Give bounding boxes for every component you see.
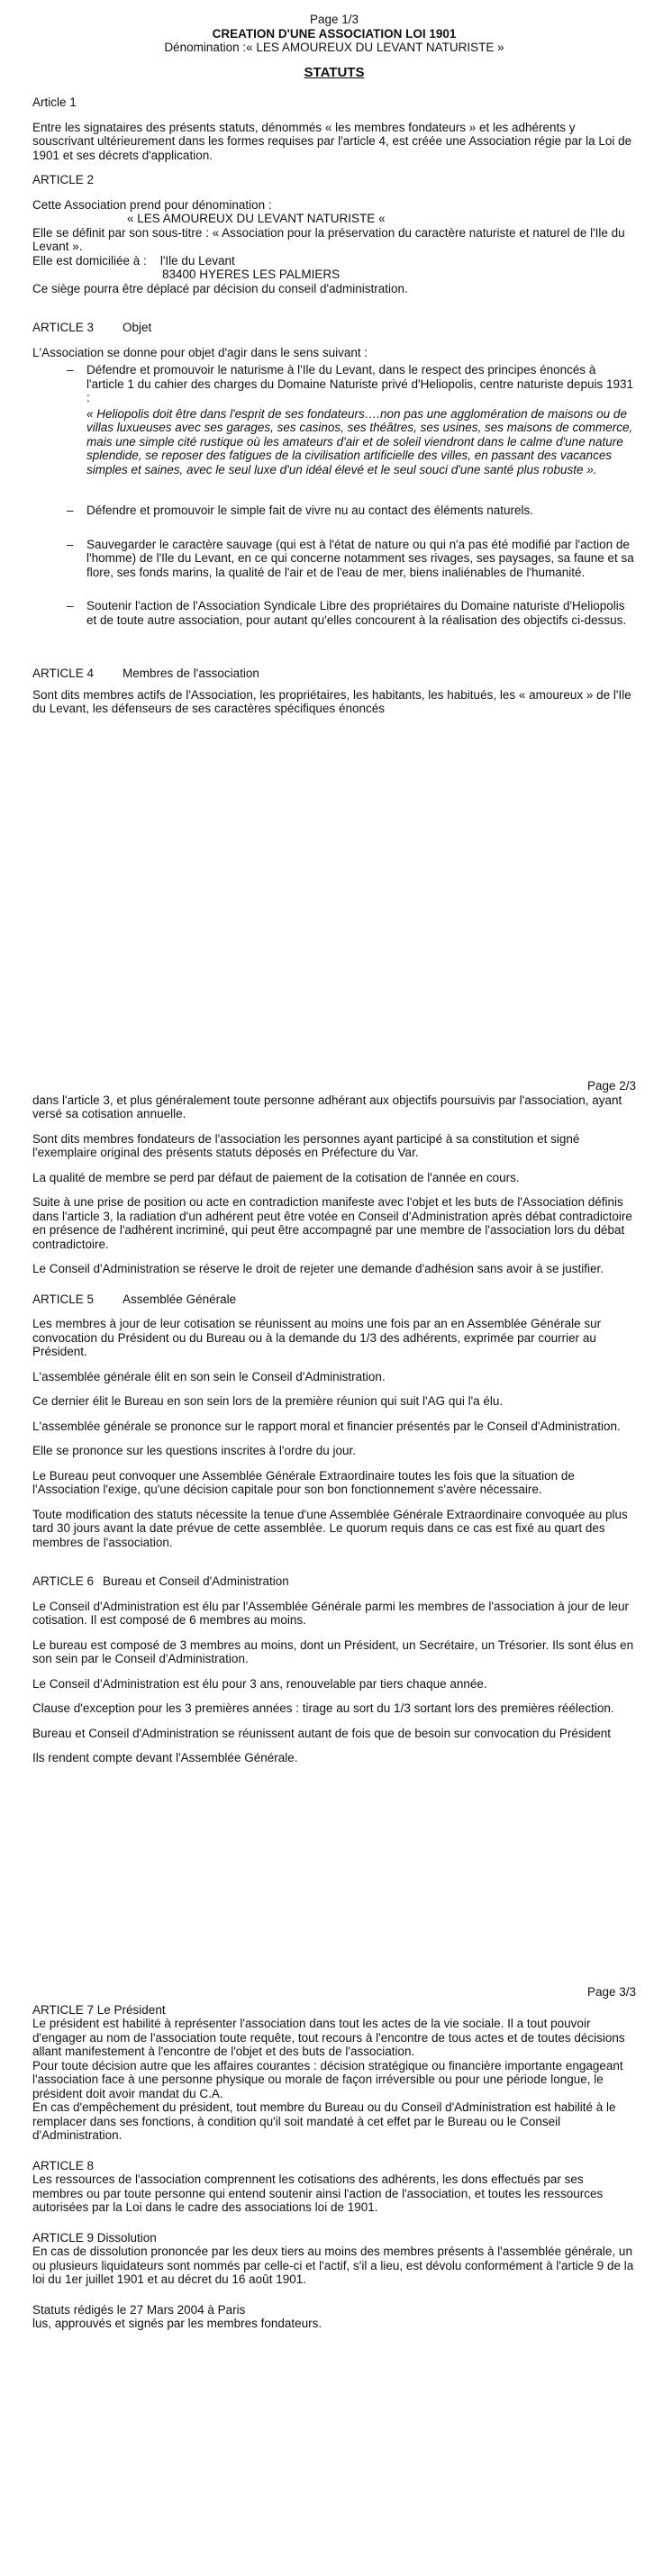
page-1 [32, 13, 636, 716]
article-7-p2: Pour toute décision autre que les affaires courantes : décision stratégique ou financière importante engageant l'association face à une personne physique ou morale de façon irréversible ou pour une période longue, le président doit avoir mandat du C.A. [32, 2058, 623, 2100]
statuts-heading: STATUTS [304, 64, 365, 80]
article-6-heading [32, 1574, 636, 1589]
article-2-last: Ce siège pourra être déplacé par décision du conseil d'administration. [32, 281, 408, 295]
article-5-title: Assemblée Générale [123, 1292, 237, 1306]
domicile-label: Elle est domiciliée à : [32, 253, 147, 268]
article-2-label: ARTICLE 2 [32, 173, 95, 186]
heliopolis-quote: « Heliopolis doit être dans l'esprit de ses fondateurs….non pas une agglomération de maisons ou de villas luxueuses avec ses garages, ses casinos, ses théâtres, ses usines, ses maisons de commerce, mais une simple cité rustique où les amateurs d'air et de soleil viendront dans le calme d'une nature splendide, se reposer des fatigues de la civilisation artificielle des villes, en passant des vacances simples et saines, avec le seul luxe d'un idéal élevé et le seul souci d'une santé plus robuste ». [86, 406, 633, 476]
closing-line-2: lus, approuvés et signés par les membres fondateurs. [32, 2317, 322, 2330]
page-3 [32, 1985, 636, 2331]
list-item: – Défendre et promouvoir le simple fait de vivre nu au contact des éléments naturels. [67, 503, 534, 517]
article-2-line1: Cette Association prend pour dénomination : [32, 197, 272, 212]
domicile-city: 83400 HYERES LES PALMIERS [162, 268, 341, 281]
article-5-label: ARTICLE 5 [32, 1292, 95, 1306]
article-6-p6: Ils rendent compte devant l'Assemblée Générale. [32, 1751, 298, 1764]
article-6-label: ARTICLE 6 [32, 1574, 95, 1588]
article-5-p7: Toute modification des statuts nécessite la tenue d'une Assemblée Générale Extraordinaire convoquée au plus tard 30 jours avant la date prévue de cette assemblée. Le quorum requis dans ce cas est fixé au quart des membres de l'association. [32, 1507, 628, 1549]
denomination-line: Dénomination :« LES AMOUREUX DU LEVANT NATURISTE » [164, 41, 504, 54]
article-6-p5: Bureau et Conseil d'Administration se réunissent autant de fois que de besoin sur convocation du Président [32, 1726, 611, 1740]
article-6-p1: Le Conseil d'Administration est élu par l'Assemblée Générale parmi les membres de l'association à jour de leur cotisation. Il est composé de 6 membres au moins. [32, 1599, 630, 1627]
article-5-p4: L'assemblée générale se prononce sur le rapport moral et financier présentés par le Conseil d'Administration. [32, 1419, 621, 1433]
page-2 [32, 1079, 636, 1765]
page-2-p3: La qualité de membre se perd par défaut de paiement de la cotisation de l'année en cours. [32, 1170, 520, 1184]
article-5-p5: Elle se prononce sur les questions inscrites à l'ordre du jour. [32, 1444, 357, 1457]
domicile-value: l'Ile du Levant [159, 253, 235, 268]
article-8-p1: Les ressources de l'association comprennent les cotisations des adhérents, les dons effectués par ses membres ou par toute personne qui entend soutenir ainsi l'action de l'association, et toutes les ressources autorisées par la Loi dans le cadre des associations loi de 1901. [32, 2172, 604, 2214]
article-6-p2: Le bureau est composé de 3 membres au moins, dont un Président, un Secrétaire, un Trésorier. Ils sont élus en son sein par le Conseil d'Administration. [32, 1637, 634, 1665]
article-5-p1: Les membres à jour de leur cotisation se réunissent au moins une fois par an en Assemblée Générale sur convocation du Président ou du Bureau ou à la demande du 1/3 des adhérents, exprimée par courrier au Président. [32, 1317, 602, 1358]
page-2-p2: Sont dits membres fondateurs de l'association les personnes ayant participé à sa constitution et signé l'exemplaire original des présents statuts déposés en Préfecture du Var. [32, 1131, 580, 1159]
article-6-p3: Le Conseil d'Administration est élu pour 3 ans, renouvelable par tiers chaque année. [32, 1676, 487, 1691]
article-4-label: ARTICLE 4 [32, 667, 95, 680]
list-item: – Soutenir l'action de l'Association Syndicale Libre des propriétaires du Domaine naturiste d'Heliopolis et de toute autre association, pour autant qu'elles concourent à la réalisation des objectifs ci-dessus. [67, 599, 627, 627]
page-number: Page 3/3 [586, 1985, 636, 1999]
article-1-label: Article 1 [32, 95, 77, 109]
article-6-p4: Clause d'exception pour les 3 premières années : tirage au sort du 1/3 sortant lors des premières réélection. [32, 1701, 614, 1715]
article-7-p1: Le président est habilité à représenter l'association dans tout les actes de la vie sociale. Il a tout pouvoir d'engager au nom de l'association toute requête, tout recours à l'encontre de tous actes et de toutes décisions allant manifestement à l'encontre de l'objet et des buts de l'association. [32, 2017, 625, 2058]
article-9-label: ARTICLE 9 Dissolution [32, 2230, 157, 2245]
article-1-text: Entre les signataires des présents statuts, dénommés « les membres fondateurs » et les adhérents y souscrivant ultérieurement dans les formes requises par l'article 4, est créée une Association régie par la Loi de 1901 et ses décrets d'application. [32, 120, 632, 162]
page-2-p4: Suite à une prise de position ou acte en contradiction manifeste avec l'objet et les buts de l'Association définis dans l'article 3, la radiation d'un adhérent peut être votée en Conseil d'Administration après débat contradictoire en présence de l'adhérent incriminé, qui peut être accompagné par une membre de l'association lors du débat contradictoire. [32, 1195, 632, 1251]
article-5-heading [32, 1293, 636, 1307]
document-title: CREATION D'UNE ASSOCIATION LOI 1901 [212, 26, 457, 41]
article-7-label: ARTICLE 7 Le Président [32, 2002, 166, 2017]
article-3-label: ARTICLE 3 [32, 321, 95, 334]
article-9-p1: En cas de dissolution prononcée par les deux tiers au moins des membres présents à l'assemblée générale, un ou plusieurs liquidateurs sont nommés par celle-ci et l'actif, s'il a lieu, est dévolu conformément à l'article 9 de la loi du 1er juillet 1901 et au décret du 16 août 1901. [32, 2245, 634, 2286]
article-4-heading [32, 667, 636, 681]
page-2-p5: Le Conseil d'Administration se réserve le droit de rejeter une demande d'adhésion sans avoir à se justifier. [32, 1262, 604, 1275]
article-3-title: Objet [123, 321, 152, 334]
association-name: « LES AMOUREUX DU LEVANT NATURISTE « [127, 212, 386, 225]
article-3-heading [32, 321, 636, 335]
article-6-title: Bureau et Conseil d'Administration [103, 1574, 289, 1588]
article-2-domicile [32, 254, 636, 268]
article-3-list [32, 363, 636, 627]
article-8-label: ARTICLE 8 [32, 2158, 95, 2172]
article-4-text: Sont dits membres actifs de l'Association, les propriétaires, les habitants, les habitués, les « amoureux » de l'Ile du Levant, les défenseurs de ses caractères spécifiques énoncés [32, 687, 631, 715]
page-number: Page 2/3 [586, 1079, 636, 1093]
article-5-p6: Le Bureau peut convoquer une Assemblée Générale Extraordinaire toutes les fois que la situation de l'Association l'exige, qu'une décision capitale pour son bon fonctionnement s'avère nécessaire. [32, 1468, 575, 1496]
page-number: Page 1/3 [309, 13, 359, 26]
page-2-p1: dans l'article 3, et plus généralement toute personne adhérant aux objectifs poursuivis par l'association, ayant versé sa cotisation annuelle. [32, 1093, 622, 1120]
closing-line-1: Statuts rédigés le 27 Mars 2004 à Paris [32, 2302, 246, 2317]
list-item: – Défendre et promouvoir le naturisme à l'Ile du Levant, dans le respect des principes énoncés à l'article 1 du cahier des charges du Domaine Naturiste privé d'Heliopolis, centre naturiste depuis 1931 : « Heliopolis doit être dans l'esprit de ses fondateurs….non pas une agglomération de maisons ou de villas luxueuses avec ses garages, ses casinos, ses théâtres, ses usines, ses maisons de commerce, mais une simple cité rustique où les amateurs d'air et de soleil viendront dans le calme d'une nature splendide, se reposer des fatigues de la civilisation artificielle des villes, en passant des vacances simples et saines, avec le seul luxe d'un idéal élevé et le seul souci d'une santé plus robuste ». [32, 363, 636, 476]
article-5-p2: L'assemblée générale élit en son sein le Conseil d'Administration. [32, 1369, 386, 1383]
article-3-intro: L'Association se donne pour objet d'agir dans le sens suivant : [32, 345, 368, 359]
article-2-subtitle: Elle se définit par son sous-titre : « Association pour la préservation du caractère naturiste et naturel de l'Ile du Levant ». [32, 225, 625, 253]
article-7-p3: En cas d'empêchement du président, tout membre du Bureau ou du Conseil d'Administration est habilité à le remplacer dans ses fonctions, à condition qu'il soit mandaté à cet effet par le Bureau ou le Conseil d'Administration. [32, 2100, 616, 2142]
list-item: – Sauvegarder le caractère sauvage (qui est à l'état de nature ou qui n'a pas été modifié par l'action de l'homme) de l'Ile du Levant, en ce qui concerne notamment ses rivages, ses paysages, sa faune et sa flore, ses fonds marins, la qualité de l'air et de l'eau de mer, biens inaliénables de l'humanité. [67, 537, 634, 579]
article-5-p3: Ce dernier élit le Bureau en son sein lors de la première réunion qui suit l'AG qui l'a élu. [32, 1394, 504, 1408]
article-4-title: Membres de l'association [123, 667, 259, 680]
